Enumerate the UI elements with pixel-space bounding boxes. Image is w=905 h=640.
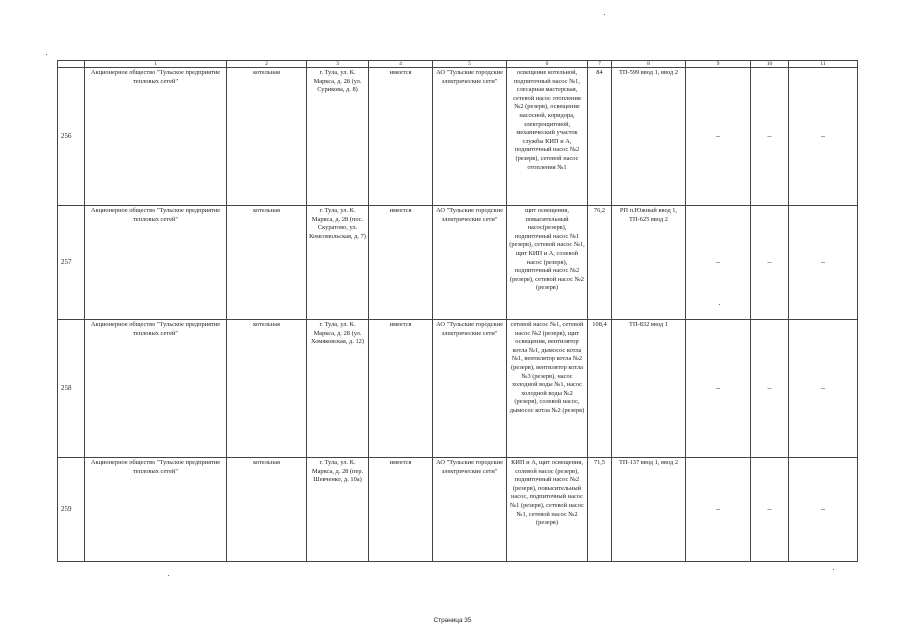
column-11-cell: – — [789, 206, 858, 320]
column-10-cell: – — [751, 68, 789, 206]
object-type-cell: котельная — [227, 206, 307, 320]
address-cell: г. Тула, ул. К. Маркса, д. 28 (пос. Скуратово, ул. Комсомольская, д. 7) — [307, 206, 369, 320]
scan-speck — [719, 304, 720, 305]
column-header-11: 11 — [789, 61, 858, 68]
substation-cell: ТП-599 ввод 1, ввод 2 — [612, 68, 686, 206]
column-header-6: 6 — [507, 61, 588, 68]
column-9-cell: – — [686, 68, 751, 206]
row-number: 258 — [58, 320, 85, 458]
availability-cell: имеется — [369, 320, 433, 458]
supplier-cell: АО "Тульские городские электрические сети" — [433, 458, 507, 562]
row-number: 257 — [58, 206, 85, 320]
column-header-8: 8 — [612, 61, 686, 68]
column-10-cell: – — [751, 458, 789, 562]
equipment-cell: КИП и А, щит освещения, солевой насос (резерв), подпиточный насос №2 (резерв), повысительный насос, подпиточный насос №1 (резерв), сетевой насос №1, сетевой насос №2 (резерв) — [507, 458, 588, 562]
availability-cell: имеется — [369, 458, 433, 562]
page-footer — [0, 617, 905, 624]
supplier-cell: АО "Тульские городские электрические сети" — [433, 68, 507, 206]
table-row — [58, 206, 858, 320]
column-header-1: 1 — [85, 61, 227, 68]
column-header-10: 10 — [751, 61, 789, 68]
equipment-cell: сетевой насос №1, сетевой насос №2 (резерв), щит освещения, вентилятор котла №1, дымосос котла №1, вентилятор котла №2 (резерв), вентилятор котла №3 (резерв), насос холодной воды №1, насос холодной воды №2 (резерв), солевой насос, дымосос котла №2 (резерв) — [507, 320, 588, 458]
column-number-row — [58, 61, 858, 68]
column-header-2: 2 — [227, 61, 307, 68]
table-row — [58, 458, 858, 562]
supplier-cell: АО "Тульские городские электрические сети" — [433, 320, 507, 458]
column-header-4: 4 — [369, 61, 433, 68]
scan-speck — [604, 14, 605, 15]
column-9-cell: – — [686, 206, 751, 320]
data-table — [57, 60, 858, 562]
scan-speck — [46, 54, 47, 55]
equipment-cell: щит освещения, повысительный насос(резерв), подпиточный насос №1 (резерв), сетевой насос №1, щит КИП и А, солевой насос (резерв), подпиточный насос №2 (резерв), сетевой насос №2 (резерв) — [507, 206, 588, 320]
row-number: 259 — [58, 458, 85, 562]
organization-cell: Акционерное общество "Тульское предприятие тепловых сетей" — [85, 320, 227, 458]
power-cell: 76,2 — [588, 206, 612, 320]
address-cell: г. Тула, ул. К. Маркса, д. 28 (ул. Сурикова, д. 8) — [307, 68, 369, 206]
address-cell: г. Тула, ул. К. Маркса, д. 28 (пер. Шевченко, д. 10а) — [307, 458, 369, 562]
row-number: 256 — [58, 68, 85, 206]
page-number-label: Страница 35 — [433, 617, 472, 624]
column-10-cell: – — [751, 206, 789, 320]
column-header-5: 5 — [433, 61, 507, 68]
scan-speck — [833, 569, 834, 570]
table-row — [58, 320, 858, 458]
substation-cell: ТП-137 ввод 1, ввод 2 — [612, 458, 686, 562]
column-header-7: 7 — [588, 61, 612, 68]
power-cell: 108,4 — [588, 320, 612, 458]
column-header-3: 3 — [307, 61, 369, 68]
equipment-cell: освещение котельной, подпиточный насос №1, слесарная мастерская, сетевой насос отопления №2 (резерв), освещение насосной, коридора, электрощитовой, механический участок службы КИП и А, подпиточный насос №2 (резерв), сетевой насос отопления №1 — [507, 68, 588, 206]
object-type-cell: котельная — [227, 320, 307, 458]
address-cell: г. Тула, ул. К. Маркса, д. 28 (ул. Хомяковская, д. 12) — [307, 320, 369, 458]
availability-cell: имеется — [369, 206, 433, 320]
column-11-cell: – — [789, 458, 858, 562]
object-type-cell: котельная — [227, 458, 307, 562]
substation-cell: РП п.Южный ввод 1, ТП-625 ввод 2 — [612, 206, 686, 320]
object-type-cell: котельная — [227, 68, 307, 206]
organization-cell: Акционерное общество "Тульское предприятие тепловых сетей" — [85, 458, 227, 562]
column-11-cell: – — [789, 68, 858, 206]
organization-cell: Акционерное общество "Тульское предприятие тепловых сетей" — [85, 206, 227, 320]
table-row — [58, 68, 858, 206]
column-9-cell: – — [686, 458, 751, 562]
column-header-9: 9 — [686, 61, 751, 68]
header-spacer — [58, 61, 85, 68]
availability-cell: имеется — [369, 68, 433, 206]
supplier-cell: АО "Тульские городские электрические сети" — [433, 206, 507, 320]
power-cell: 71,5 — [588, 458, 612, 562]
column-11-cell: – — [789, 320, 858, 458]
substation-cell: ТП-832 ввод 1 — [612, 320, 686, 458]
column-9-cell: – — [686, 320, 751, 458]
organization-cell: Акционерное общество "Тульское предприятие тепловых сетей" — [85, 68, 227, 206]
power-cell: 84 — [588, 68, 612, 206]
scan-speck — [168, 575, 169, 576]
column-10-cell: – — [751, 320, 789, 458]
